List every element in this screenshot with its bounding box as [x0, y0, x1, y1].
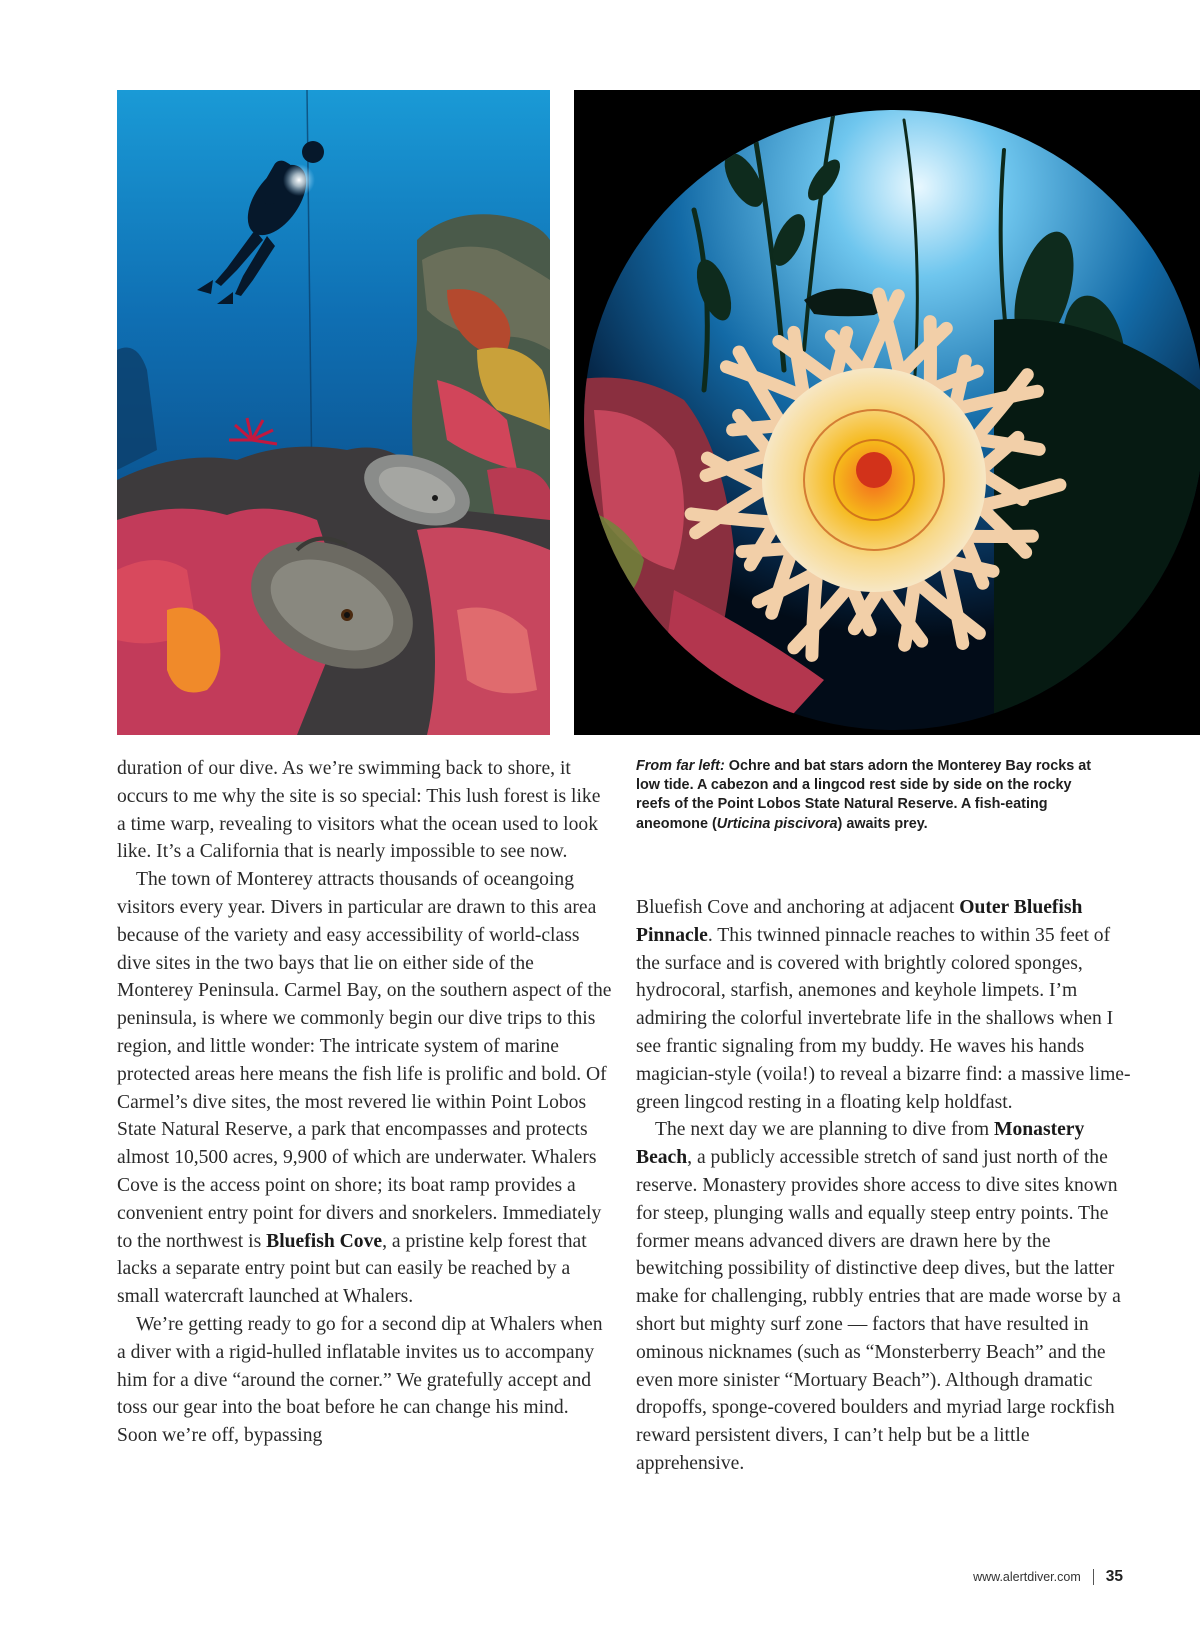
paragraph-second-dip: We’re getting ready to go for a second dip at Whalers when a diver with a rigid-hulled inflatable invites us to accompany him for a dive “around the corner.” We gratefully accept and toss our gear into the boat before he can change his mind. Soon we’re off, bypassing: [117, 1313, 603, 1447]
paragraph-text: , a pristine kelp forest that lacks a separate entry point but can easily be reached by a small watercraft launched at Whalers.: [117, 1230, 587, 1308]
paragraph-text: The town of Monterey attracts thousands of oceangoing visitors every year. Divers in particular are drawn to this area because of the variety and easy accessibility of world-class dive sites in the two bays that lie on either side of the Monterey Peninsula. Carmel Bay, on the southern aspect of the peninsula, is where we commonly begin our dive trips to this region, and little wonder: The intricate system of marine protected areas here means the fish life is prolific and bold. Of Carmel’s dive sites, the most revered lie within Point Lobos State Natural Reserve, a park that encompasses and protects almost 10,500 acres, 9,900 of which are underwater. Whalers Cove is the access point on shore; its boat ramp provides a convenient entry point for divers and snorkelers. Immediately to the northwest is: [117, 869, 612, 1252]
photo-diver-reef: [117, 90, 550, 735]
caption-text: Ochre and bat stars adorn the Monterey Bay rocks at low tide. A cabezon and a lingcod rest side by side on the rocky reefs of the Point Lobos State Natural Reserve. A fish-eating aneomone (: [636, 758, 1092, 832]
caption-text-end: ) awaits prey.: [837, 815, 928, 832]
page-number: 35: [1105, 1568, 1123, 1585]
paragraph-continuation: duration of our dive. As we’re swimming back to shore, it occurs to me why the site is so special: This lush forest is like a time warp, revealing to visitors what the ocean used to look like. It’s a California that is nearly impossible to see now.: [117, 758, 601, 863]
paragraph-text: , a publicly accessible stretch of sand just north of the reserve. Monastery provides shore access to dive sites known for steep, plunging walls and equally steep entry points. The former means advanced divers are drawn here by the bewitching possibility of distinctive deep dives, but the latter make for challenging, rubbly entries that are made worse by a short but mighty surf zone — factors that have resulted in ominous nicknames (such as “Monsterberry Beach” and the even more sinister “Mortuary Beach”). Although dramatic dropoffs, sponge-covered boulders and myriad large rockfish reward persistent divers, I can’t help but be a little apprehensive.: [636, 1147, 1121, 1474]
photo-caption: [636, 757, 1106, 834]
caption-lead: From far left:: [636, 758, 725, 774]
paragraph-outer-pinnacle: [636, 894, 1136, 1116]
footer-divider: [1093, 1569, 1094, 1585]
site-name-monastery-beach: Monastery Beach: [636, 1119, 1085, 1169]
site-name-bluefish-cove: Bluefish Cove: [266, 1230, 383, 1252]
paragraph-monastery: [636, 1116, 1136, 1477]
article-column-left: [117, 755, 612, 1450]
paragraph-text: Bluefish Cove and anchoring at adjacent: [636, 897, 960, 918]
site-name-outer-bluefish-pinnacle: Outer Bluefish Pinnacle: [636, 897, 1083, 946]
paragraph-text: . This twinned pinnacle reaches to within 35 feet of the surface and is covered with brightly colored sponges, hydrocoral, starfish, anemones and keyhole limpets. I’m admiring the colorful invertebrate life in the shallows when I see frantic signaling from my buddy. He waves his hands magician-style (voila!) to reveal a bizarre find: a massive lime-green lingcod resting in a floating kelp holdfast.: [636, 924, 1131, 1113]
photo-anemone-kelp: [574, 90, 1200, 735]
page-footer: [973, 1568, 1123, 1586]
caption-species: Urticina piscivora: [716, 815, 838, 832]
footer-url: www.alertdiver.com: [973, 1570, 1081, 1584]
article-column-right: [636, 894, 1136, 1478]
anemone-fisheye-image: [574, 90, 1200, 735]
paragraph-monterey: [117, 866, 612, 1311]
paragraph-text: The next day we are planning to dive from: [655, 1119, 994, 1141]
diver-reef-image: [117, 90, 550, 735]
